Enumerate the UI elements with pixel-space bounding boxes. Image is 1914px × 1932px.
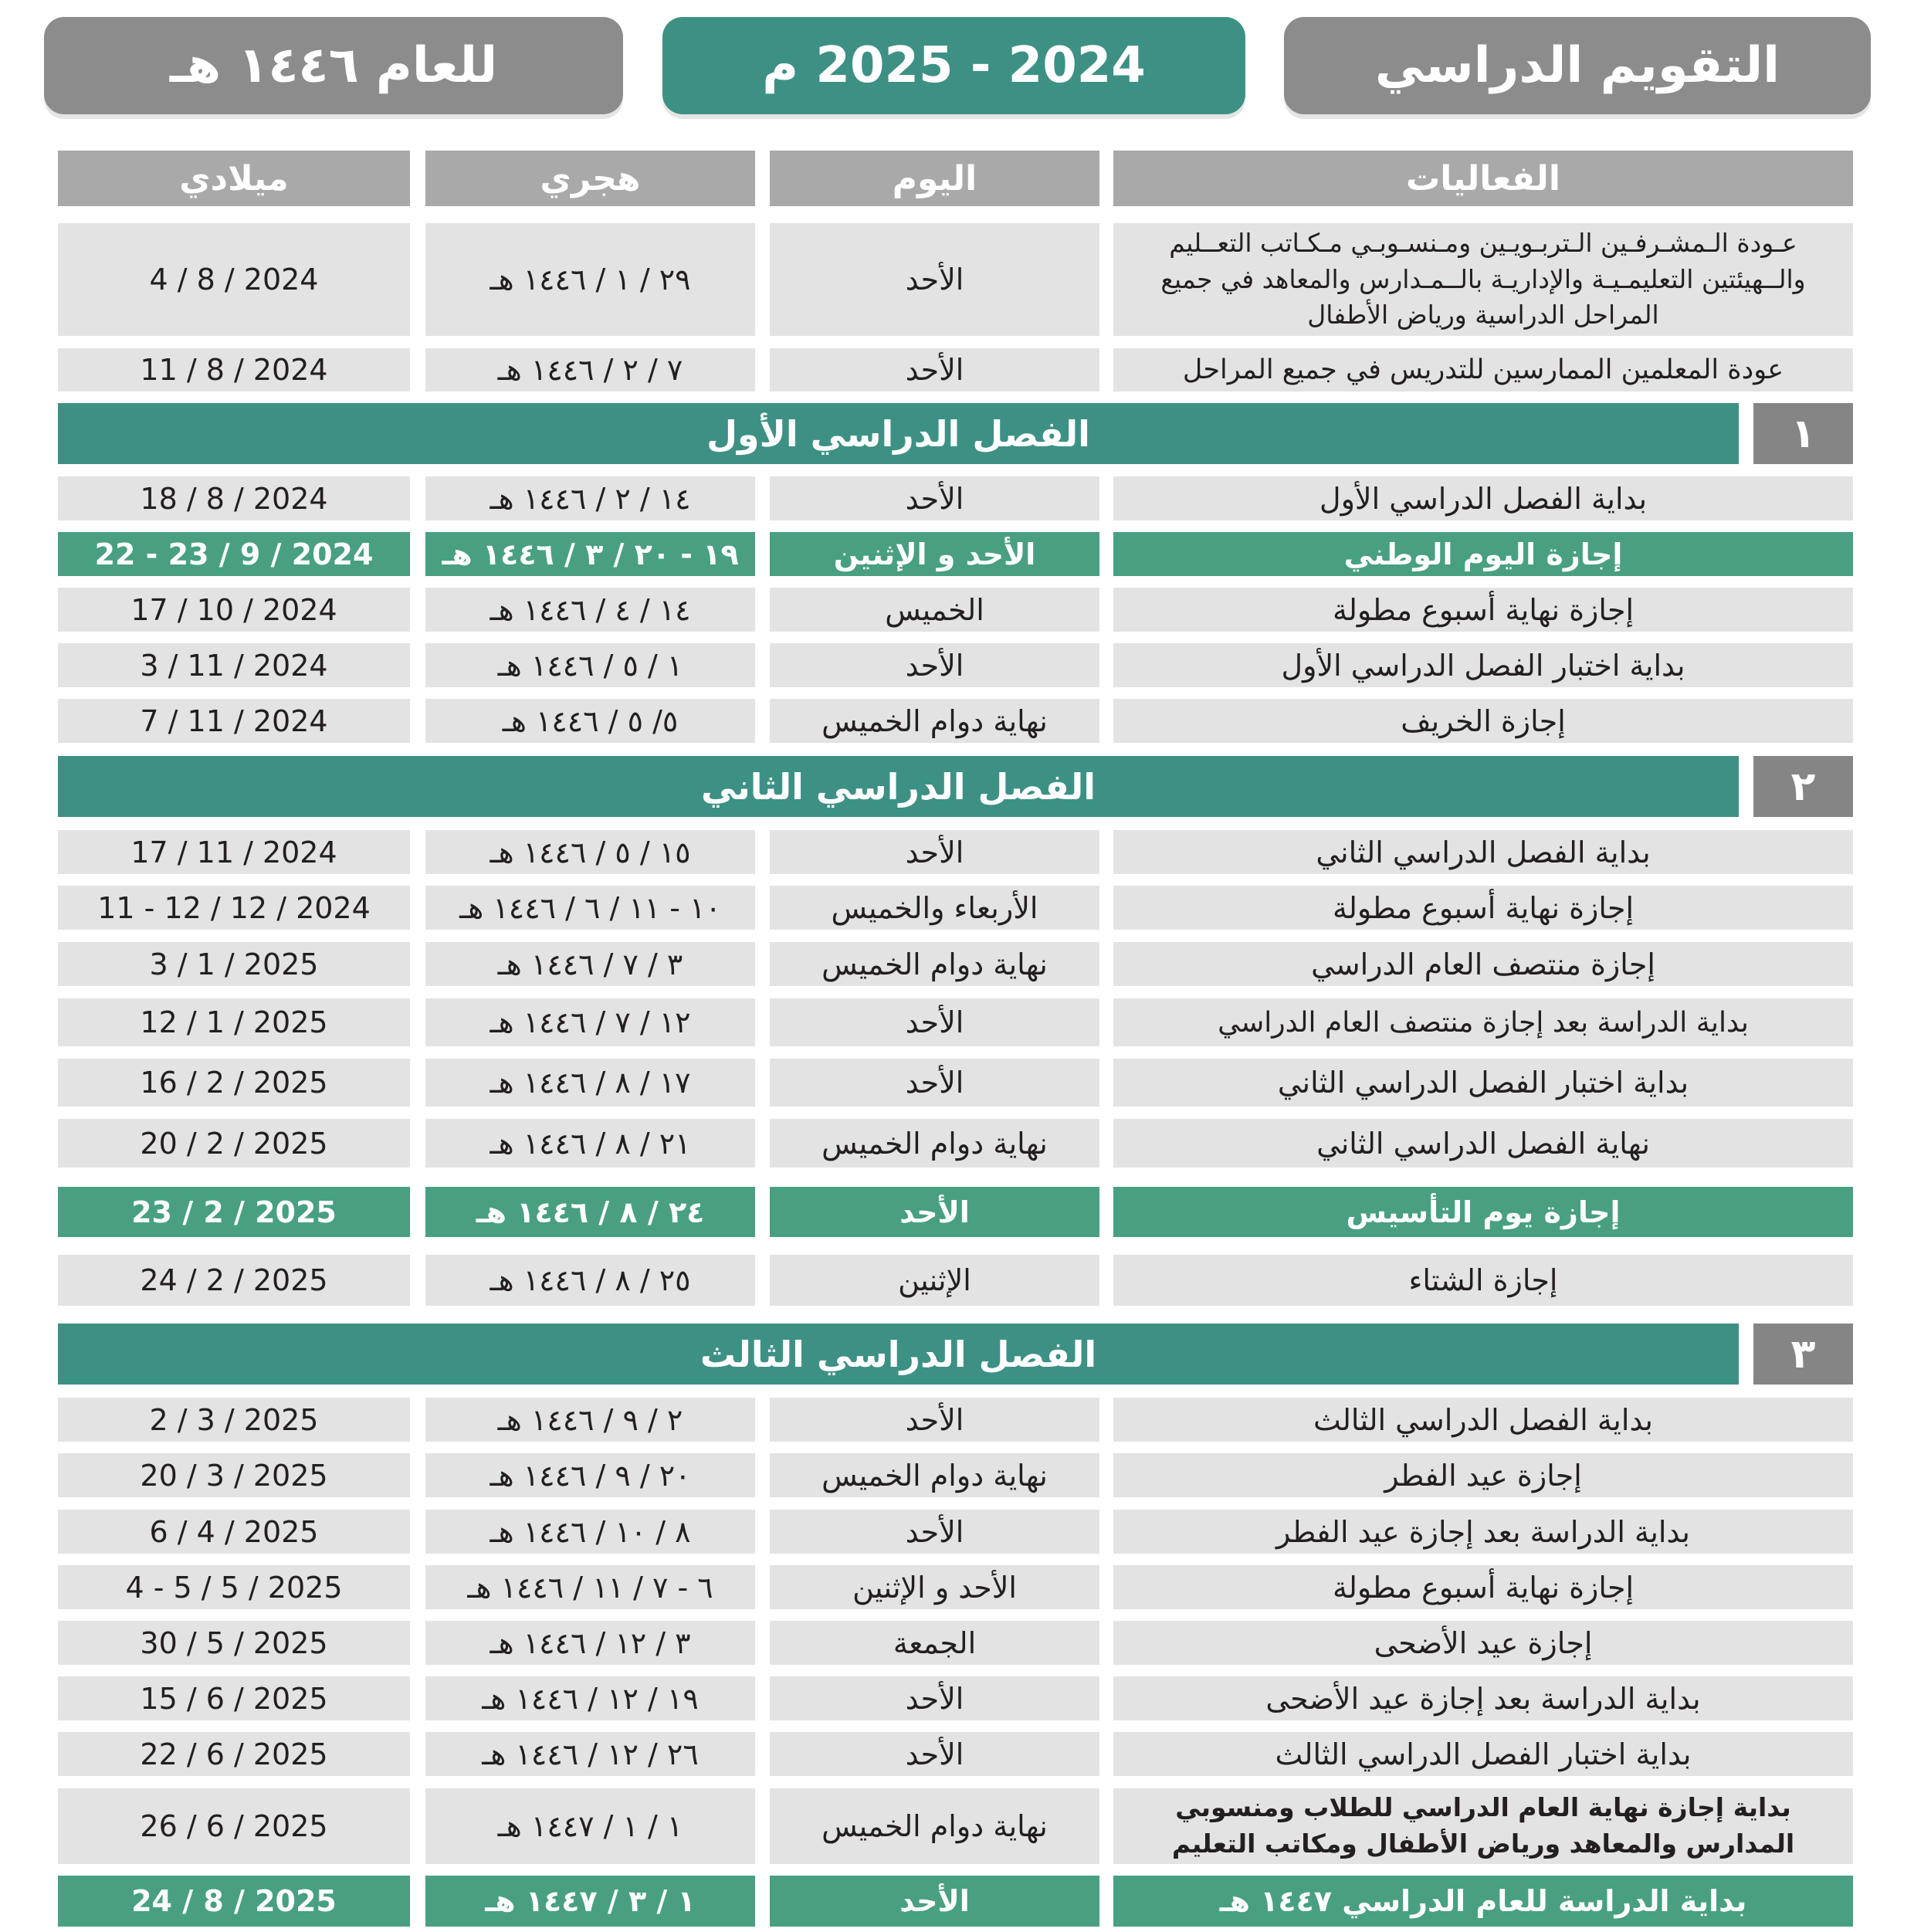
event-cell: إجازة الشتاء	[1113, 1255, 1853, 1306]
gregorian-cell: 7 / 11 / 2024	[58, 699, 410, 743]
event-cell: نهاية الفصل الدراسي الثاني	[1113, 1119, 1853, 1168]
event-cell: إجازة عيد الأضحى	[1113, 1621, 1853, 1665]
gregorian-cell: 6 / 4 / 2025	[58, 1510, 410, 1554]
event-cell: بداية الدراسة بعد إجازة عيد الأضحى	[1113, 1676, 1853, 1720]
day-cell: الأحد	[770, 348, 1099, 391]
event-cell: إجازة الخريف	[1113, 699, 1853, 743]
day-cell: الأحد	[770, 476, 1099, 520]
hijri-cell: ١ / ٣ / ١٤٤٧ هـ	[425, 1876, 755, 1927]
col-header-hijri: هجري	[425, 151, 755, 206]
gregorian-cell: 24 / 8 / 2025	[58, 1876, 410, 1927]
day-cell: الأحد	[770, 998, 1099, 1046]
section-title-term-3: الفصل الدراسي الثالث	[58, 1324, 1739, 1385]
hijri-cell: ١٩ / ١٢ / ١٤٤٦ هـ	[425, 1676, 755, 1720]
day-cell: الأحد	[770, 643, 1099, 687]
gregorian-cell: 20 / 2 / 2025	[58, 1119, 410, 1168]
hijri-cell: ١٥ / ٥ / ١٤٤٦ هـ	[425, 830, 755, 874]
event-cell: إجازة يوم التأسيس	[1113, 1187, 1853, 1237]
section-number-term-1: ١	[1753, 403, 1853, 464]
event-cell: بداية اختبار الفصل الدراسي الثاني	[1113, 1059, 1853, 1107]
gregorian-cell: 17 / 10 / 2024	[58, 588, 410, 632]
gregorian-cell: 4 / 8 / 2024	[58, 223, 410, 336]
event-cell: بداية اختبار الفصل الدراسي الأول	[1113, 643, 1853, 687]
day-cell: الأحد	[770, 1187, 1099, 1237]
day-cell: الأحد	[770, 830, 1099, 874]
day-cell: الأحد و الإثنين	[770, 532, 1099, 576]
gregorian-cell: 3 / 1 / 2025	[58, 942, 410, 986]
hijri-cell: ٢١ / ٨ / ١٤٤٦ هـ	[425, 1119, 755, 1168]
hijri-cell: ٢٠ / ٩ / ١٤٤٦ هـ	[425, 1453, 755, 1497]
col-header-gregorian: ميلادي	[58, 151, 410, 206]
gregorian-cell: 4 - 5 / 5 / 2025	[58, 1565, 410, 1609]
gregorian-cell: 18 / 8 / 2024	[58, 476, 410, 520]
day-cell: الأحد	[770, 1398, 1099, 1442]
day-cell: الأحد	[770, 1059, 1099, 1107]
day-cell: نهاية دوام الخميس	[770, 699, 1099, 743]
hijri-cell: ٧ / ٢ / ١٤٤٦ هـ	[425, 348, 755, 391]
event-cell: إجازة عيد الفطر	[1113, 1453, 1853, 1497]
gregorian-cell: 11 - 12 / 12 / 2024	[58, 886, 410, 930]
day-cell: نهاية دوام الخميس	[770, 1788, 1099, 1864]
gregorian-cell: 2 / 3 / 2025	[58, 1398, 410, 1442]
event-cell: إجازة منتصف العام الدراسي	[1113, 942, 1853, 986]
event-cell: إجازة نهاية أسبوع مطولة	[1113, 1565, 1853, 1609]
event-cell: عودة المعلمين الممارسين للتدريس في جميع المراحل	[1113, 348, 1853, 391]
gregorian-cell: 24 / 2 / 2025	[58, 1255, 410, 1306]
hijri-cell: ١٢ / ٧ / ١٤٤٦ هـ	[425, 998, 755, 1046]
col-header-day: اليوم	[770, 151, 1099, 206]
gregorian-cell: 22 - 23 / 9 / 2024	[58, 532, 410, 576]
hijri-cell: ٢٤ / ٨ / ١٤٤٦ هـ	[425, 1187, 755, 1237]
hijri-cell: ٦ - ٧ / ١١ / ١٤٤٦ هـ	[425, 1565, 755, 1609]
day-cell: الأحد	[770, 1732, 1099, 1776]
day-cell: نهاية دوام الخميس	[770, 1453, 1099, 1497]
gregorian-cell: 3 / 11 / 2024	[58, 643, 410, 687]
hijri-cell: ١٧ / ٨ / ١٤٤٦ هـ	[425, 1059, 755, 1107]
section-title-term-2: الفصل الدراسي الثاني	[58, 756, 1739, 817]
event-cell: بداية الدراسة بعد إجازة عيد الفطر	[1113, 1510, 1853, 1554]
event-cell: بداية الفصل الدراسي الأول	[1113, 476, 1853, 520]
hijri-cell: ١٠ - ١١ / ٦ / ١٤٤٦ هـ	[425, 886, 755, 930]
hijri-cell: ٣ / ١٢ / ١٤٤٦ هـ	[425, 1621, 755, 1665]
gregorian-cell: 20 / 3 / 2025	[58, 1453, 410, 1497]
gregorian-cell: 23 / 2 / 2025	[58, 1187, 410, 1237]
section-number-term-3: ٣	[1753, 1324, 1853, 1385]
event-cell: بداية الدراسة للعام الدراسي ١٤٤٧ هـ	[1113, 1876, 1853, 1927]
gregorian-cell: 26 / 6 / 2025	[58, 1788, 410, 1864]
hijri-cell: ٢٦ / ١٢ / ١٤٤٦ هـ	[425, 1732, 755, 1776]
day-cell: الأحد	[770, 223, 1099, 336]
day-cell: نهاية دوام الخميس	[770, 1119, 1099, 1168]
day-cell: الأحد	[770, 1510, 1099, 1554]
day-cell: الأربعاء والخميس	[770, 886, 1099, 930]
event-cell: بداية الفصل الدراسي الثاني	[1113, 830, 1853, 874]
hijri-cell: ٣ / ٧ / ١٤٤٦ هـ	[425, 942, 755, 986]
hijri-cell: ٢ / ٩ / ١٤٤٦ هـ	[425, 1398, 755, 1442]
event-cell: بداية الدراسة بعد إجازة منتصف العام الدراسي	[1113, 998, 1853, 1046]
day-cell: الخميس	[770, 588, 1099, 632]
gregorian-cell: 12 / 1 / 2025	[58, 998, 410, 1046]
event-cell: بداية الفصل الدراسي الثالث	[1113, 1398, 1853, 1442]
event-cell: بداية اختبار الفصل الدراسي الثالث	[1113, 1732, 1853, 1776]
gregorian-cell: 17 / 11 / 2024	[58, 830, 410, 874]
gregorian-cell: 15 / 6 / 2025	[58, 1676, 410, 1720]
calendar-title: التقويم الدراسي	[1284, 17, 1871, 114]
event-cell: إجازة اليوم الوطني	[1113, 532, 1853, 576]
hijri-cell: ٢٩ / ١ / ١٤٤٦ هـ	[425, 223, 755, 336]
hijri-cell: ٢٥ / ٨ / ١٤٤٦ هـ	[425, 1255, 755, 1306]
day-cell: نهاية دوام الخميس	[770, 942, 1099, 986]
hijri-cell: ٥/ ٥ / ١٤٤٦ هـ	[425, 699, 755, 743]
gregorian-cell: 22 / 6 / 2025	[58, 1732, 410, 1776]
day-cell: الإثنين	[770, 1255, 1099, 1306]
hijri-cell: ٨ / ١٠ / ١٤٤٦ هـ	[425, 1510, 755, 1554]
day-cell: الجمعة	[770, 1621, 1099, 1665]
hijri-cell: ١٤ / ٢ / ١٤٤٦ هـ	[425, 476, 755, 520]
day-cell: الأحد	[770, 1876, 1099, 1927]
day-cell: الأحد و الإثنين	[770, 1565, 1099, 1609]
section-title-term-1: الفصل الدراسي الأول	[58, 403, 1739, 464]
gregorian-cell: 30 / 5 / 2025	[58, 1621, 410, 1665]
hijri-cell: ١ / ١ / ١٤٤٧ هـ	[425, 1788, 755, 1864]
event-cell: عـودة الـمشـرفـين الـتربـويـين ومـنسـوبـي مـكـاتب التعــليم والــهيئتين التعليمـيـة والإداريـة بالــمـدارس والمعاهد في جميع المراحل الدراسية ورياض الأطفال	[1113, 223, 1853, 336]
gregorian-cell: 16 / 2 / 2025	[58, 1059, 410, 1107]
hijri-cell: ١٤ / ٤ / ١٤٤٦ هـ	[425, 588, 755, 632]
gregorian-years: 2024 - 2025 م	[662, 17, 1245, 114]
col-header-events: الفعاليات	[1113, 151, 1853, 206]
event-cell: إجازة نهاية أسبوع مطولة	[1113, 588, 1853, 632]
day-cell: الأحد	[770, 1676, 1099, 1720]
hijri-cell: ١٩ - ٢٠ / ٣ / ١٤٤٦ هـ	[425, 532, 755, 576]
gregorian-cell: 11 / 8 / 2024	[58, 348, 410, 391]
event-cell: إجازة نهاية أسبوع مطولة	[1113, 886, 1853, 930]
event-cell: بداية إجازة نهاية العام الدراسي للطلاب ومنسوبي المدارس والمعاهد ورياض الأطفال ومكاتب التعليم	[1113, 1788, 1853, 1864]
section-number-term-2: ٢	[1753, 756, 1853, 817]
hijri-year: للعام ١٤٤٦ هـ	[44, 17, 623, 114]
hijri-cell: ١ / ٥ / ١٤٤٦ هـ	[425, 643, 755, 687]
